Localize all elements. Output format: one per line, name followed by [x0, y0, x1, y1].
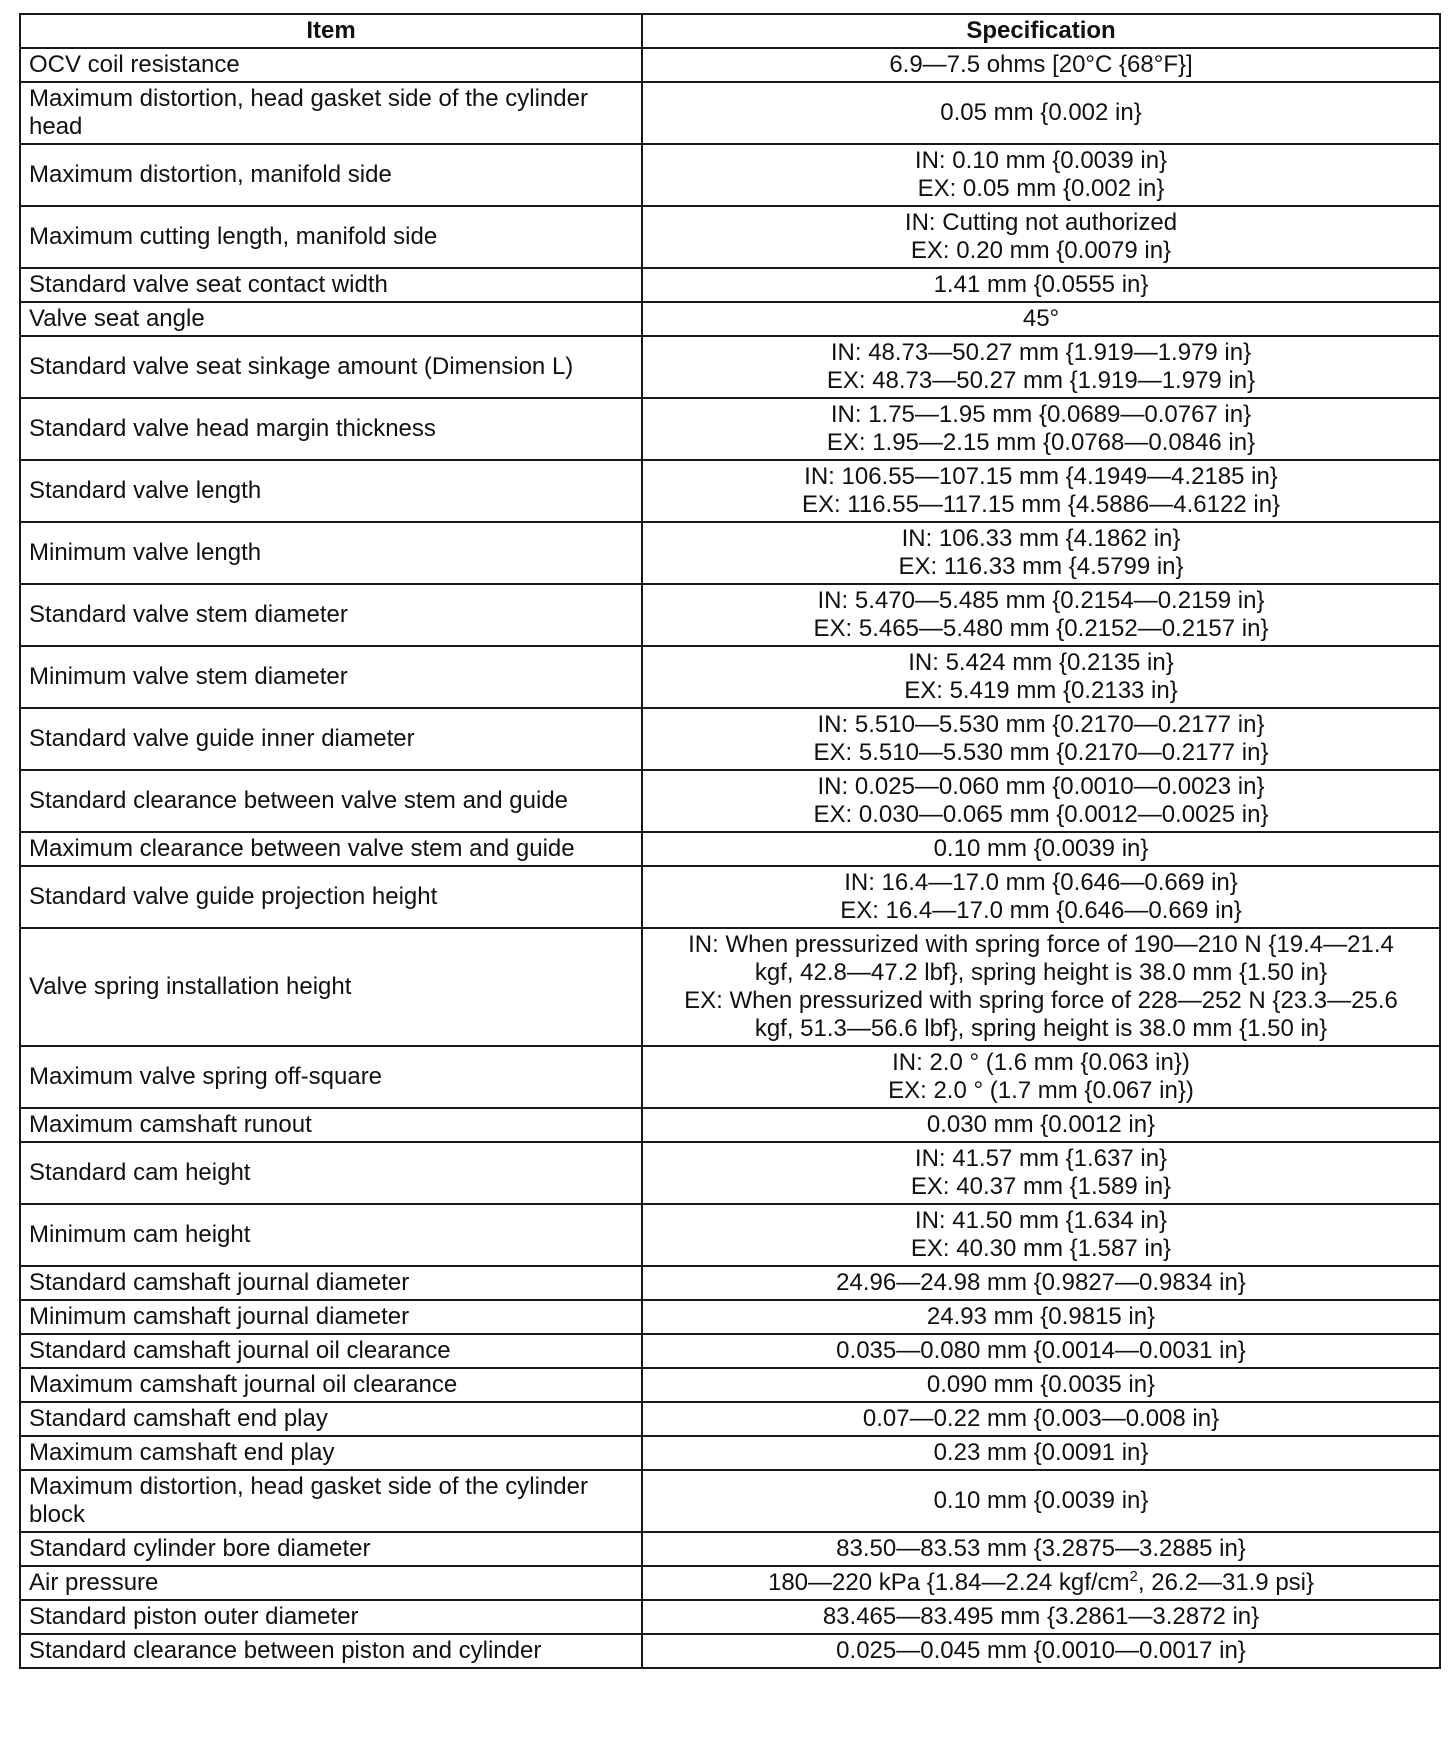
- spec-line: EX: 48.73—50.27 mm {1.919—1.979 in}: [826, 367, 1256, 394]
- item-cell: Maximum camshaft end play: [20, 1436, 642, 1470]
- spec-line: 24.96—24.98 mm {0.9827—0.9834 in}: [836, 1269, 1246, 1296]
- item-cell: Maximum camshaft journal oil clearance: [20, 1368, 642, 1402]
- spec-line: EX: 16.4—17.0 mm {0.646—0.669 in}: [840, 897, 1242, 924]
- spec-line: IN: When pressurized with spring force of 190—210 N {19.4—21.4: [688, 931, 1394, 958]
- spec-line: 1.41 mm {0.0555 in}: [933, 271, 1149, 298]
- item-cell: Maximum camshaft runout: [20, 1108, 642, 1142]
- item-cell: Standard cam height: [20, 1142, 642, 1204]
- spec-line: IN: 5.470—5.485 mm {0.2154—0.2159 in}: [817, 587, 1265, 614]
- spec-cell: [642, 522, 1440, 584]
- table-row: [20, 144, 1440, 206]
- spec-line: EX: 40.37 mm {1.589 in}: [910, 1173, 1172, 1200]
- table-row: [20, 1204, 1440, 1266]
- item-cell: Minimum cam height: [20, 1204, 642, 1266]
- spec-text: , 26.2—31.9 psi}: [1137, 1569, 1315, 1596]
- spec-cell: [642, 928, 1440, 1046]
- spec-cell: [642, 460, 1440, 522]
- spec-line: EX: 0.030—0.065 mm {0.0012—0.0025 in}: [813, 801, 1269, 828]
- spec-cell: [642, 1470, 1440, 1532]
- item-cell: Standard valve length: [20, 460, 642, 522]
- table-row: [20, 646, 1440, 708]
- table-row: [20, 1108, 1440, 1142]
- column-header-specification: Specification: [642, 14, 1440, 48]
- table-row: [20, 1046, 1440, 1108]
- item-cell: Maximum cutting length, manifold side: [20, 206, 642, 268]
- item-cell: Standard valve seat sinkage amount (Dimension L): [20, 336, 642, 398]
- spec-line: IN: 48.73—50.27 mm {1.919—1.979 in}: [830, 339, 1252, 366]
- spec-line: EX: 0.05 mm {0.002 in}: [917, 175, 1165, 202]
- spec-line: 0.090 mm {0.0035 in}: [926, 1371, 1156, 1398]
- item-cell: Valve seat angle: [20, 302, 642, 336]
- spec-line: IN: Cutting not authorized: [904, 209, 1178, 236]
- spec-cell: [642, 48, 1440, 82]
- item-cell: Standard valve seat contact width: [20, 268, 642, 302]
- spec-line: 0.05 mm {0.002 in}: [940, 99, 1142, 126]
- table-header-row: [20, 14, 1440, 48]
- spec-line: 6.9—7.5 ohms [20°C {68°F}]: [889, 51, 1193, 78]
- table-row: [20, 770, 1440, 832]
- item-cell: Standard camshaft end play: [20, 1402, 642, 1436]
- item-cell: Valve spring installation height: [20, 928, 642, 1046]
- spec-cell: [642, 1436, 1440, 1470]
- spec-line: 83.50—83.53 mm {3.2875—3.2885 in}: [836, 1535, 1246, 1562]
- spec-cell: [642, 1532, 1440, 1566]
- item-cell: Standard valve stem diameter: [20, 584, 642, 646]
- spec-line: IN: 106.55—107.15 mm {4.1949—4.2185 in}: [804, 463, 1278, 490]
- spec-line: EX: 116.33 mm {4.5799 in}: [898, 553, 1184, 580]
- spec-line: 0.07—0.22 mm {0.003—0.008 in}: [862, 1405, 1220, 1432]
- spec-line: 0.23 mm {0.0091 in}: [933, 1439, 1149, 1466]
- spec-cell: [642, 1334, 1440, 1368]
- table-row: [20, 460, 1440, 522]
- table-row: [20, 1566, 1440, 1600]
- spec-line: IN: 0.025—0.060 mm {0.0010—0.0023 in}: [817, 773, 1265, 800]
- table-row: [20, 708, 1440, 770]
- item-cell: Air pressure: [20, 1566, 642, 1600]
- item-cell: Minimum valve stem diameter: [20, 646, 642, 708]
- table-row: [20, 82, 1440, 144]
- spec-line: 0.10 mm {0.0039 in}: [933, 1487, 1149, 1514]
- table-row: [20, 522, 1440, 584]
- spec-cell: [642, 1566, 1440, 1600]
- spec-cell: [642, 1142, 1440, 1204]
- spec-line: kgf, 42.8—47.2 lbf}, spring height is 38.0 mm {1.50 in}: [754, 959, 1328, 986]
- item-cell: Standard valve guide inner diameter: [20, 708, 642, 770]
- item-cell: Standard clearance between valve stem and guide: [20, 770, 642, 832]
- spec-cell: [642, 1108, 1440, 1142]
- table-row: [20, 48, 1440, 82]
- table-row: [20, 1470, 1440, 1532]
- spec-cell: [642, 1402, 1440, 1436]
- table-row: [20, 1334, 1440, 1368]
- table-row: [20, 1402, 1440, 1436]
- item-cell: Standard piston outer diameter: [20, 1600, 642, 1634]
- spec-cell: [642, 1266, 1440, 1300]
- spec-line: kgf, 51.3—56.6 lbf}, spring height is 38.0 mm {1.50 in}: [754, 1015, 1328, 1042]
- table-row: [20, 866, 1440, 928]
- table-row: [20, 1142, 1440, 1204]
- spec-line: IN: 41.50 mm {1.634 in}: [914, 1207, 1168, 1234]
- spec-line: 0.025—0.045 mm {0.0010—0.0017 in}: [836, 1637, 1246, 1664]
- spec-line: 0.10 mm {0.0039 in}: [933, 835, 1149, 862]
- spec-cell: [642, 1300, 1440, 1334]
- table-row: [20, 1600, 1440, 1634]
- spec-line: IN: 41.57 mm {1.637 in}: [914, 1145, 1168, 1172]
- table-row: [20, 1368, 1440, 1402]
- spec-line: 83.465—83.495 mm {3.2861—3.2872 in}: [822, 1603, 1260, 1630]
- spec-cell: [642, 1046, 1440, 1108]
- item-cell: Standard cylinder bore diameter: [20, 1532, 642, 1566]
- spec-line: IN: 0.10 mm {0.0039 in}: [914, 147, 1168, 174]
- spec-cell: [642, 708, 1440, 770]
- spec-line: IN: 2.0 ° (1.6 mm {0.063 in}): [892, 1049, 1190, 1076]
- spec-line: EX: 5.419 mm {0.2133 in}: [904, 677, 1178, 704]
- item-cell: Maximum distortion, head gasket side of the cylinder block: [20, 1470, 642, 1532]
- spec-line: 0.035—0.080 mm {0.0014—0.0031 in}: [836, 1337, 1246, 1364]
- item-cell: Standard valve guide projection height: [20, 866, 642, 928]
- item-cell: Standard valve head margin thickness: [20, 398, 642, 460]
- spec-line: EX: 5.465—5.480 mm {0.2152—0.2157 in}: [813, 615, 1269, 642]
- table-row: [20, 206, 1440, 268]
- item-cell: Minimum camshaft journal diameter: [20, 1300, 642, 1334]
- specification-table: [19, 13, 1441, 1669]
- spec-line: IN: 5.424 mm {0.2135 in}: [908, 649, 1174, 676]
- table-row: [20, 832, 1440, 866]
- spec-cell: [642, 82, 1440, 144]
- spec-line: EX: 2.0 ° (1.7 mm {0.067 in}): [888, 1077, 1194, 1104]
- item-cell: Maximum valve spring off-square: [20, 1046, 642, 1108]
- spec-cell: [642, 646, 1440, 708]
- spec-line: 24.93 mm {0.9815 in}: [926, 1303, 1156, 1330]
- spec-cell: [642, 206, 1440, 268]
- table-row: [20, 1436, 1440, 1470]
- item-cell: Maximum distortion, manifold side: [20, 144, 642, 206]
- spec-cell: [642, 584, 1440, 646]
- spec-cell: [642, 144, 1440, 206]
- spec-line: IN: 1.75—1.95 mm {0.0689—0.0767 in}: [830, 401, 1252, 428]
- table-row: [20, 928, 1440, 1046]
- spec-line: EX: 1.95—2.15 mm {0.0768—0.0846 in}: [826, 429, 1256, 456]
- spec-cell: [642, 268, 1440, 302]
- item-cell: Standard clearance between piston and cylinder: [20, 1634, 642, 1668]
- spec-cell: [642, 866, 1440, 928]
- table-row: [20, 1266, 1440, 1300]
- table-row: [20, 1532, 1440, 1566]
- spec-cell: [642, 1600, 1440, 1634]
- spec-cell: [642, 770, 1440, 832]
- spec-cell: [642, 302, 1440, 336]
- spec-line: 0.030 mm {0.0012 in}: [926, 1111, 1156, 1138]
- item-cell: OCV coil resistance: [20, 48, 642, 82]
- table-row: [20, 584, 1440, 646]
- spec-line: EX: 116.55—117.15 mm {4.5886—4.6122 in}: [801, 491, 1281, 518]
- column-header-item: Item: [20, 14, 642, 48]
- table-row: [20, 1634, 1440, 1668]
- spec-line: IN: 16.4—17.0 mm {0.646—0.669 in}: [844, 869, 1238, 896]
- item-cell: Standard camshaft journal diameter: [20, 1266, 642, 1300]
- spec-cell: [642, 1368, 1440, 1402]
- item-cell: Standard camshaft journal oil clearance: [20, 1334, 642, 1368]
- table-row: [20, 1300, 1440, 1334]
- spec-cell: [642, 1204, 1440, 1266]
- spec-line: EX: When pressurized with spring force of 228—252 N {23.3—25.6: [684, 987, 1398, 1014]
- spec-line: EX: 40.30 mm {1.587 in}: [910, 1235, 1172, 1262]
- spec-line: EX: 5.510—5.530 mm {0.2170—0.2177 in}: [813, 739, 1269, 766]
- item-cell: Maximum distortion, head gasket side of the cylinder head: [20, 82, 642, 144]
- spec-line: EX: 0.20 mm {0.0079 in}: [910, 237, 1172, 264]
- spec-cell: [642, 398, 1440, 460]
- item-cell: Minimum valve length: [20, 522, 642, 584]
- spec-cell: [642, 1634, 1440, 1668]
- superscript: 2: [1129, 1568, 1138, 1585]
- spec-line: IN: 5.510—5.530 mm {0.2170—0.2177 in}: [817, 711, 1265, 738]
- table-row: [20, 398, 1440, 460]
- spec-line: IN: 106.33 mm {4.1862 in}: [901, 525, 1181, 552]
- spec-cell: [642, 336, 1440, 398]
- spec-text: 180—220 kPa {1.84—2.24 kgf/cm: [767, 1569, 1130, 1596]
- table-row: [20, 302, 1440, 336]
- spec-line: 45°: [1022, 305, 1060, 332]
- table-row: [20, 336, 1440, 398]
- spec-cell: [642, 832, 1440, 866]
- table-row: [20, 268, 1440, 302]
- item-cell: Maximum clearance between valve stem and guide: [20, 832, 642, 866]
